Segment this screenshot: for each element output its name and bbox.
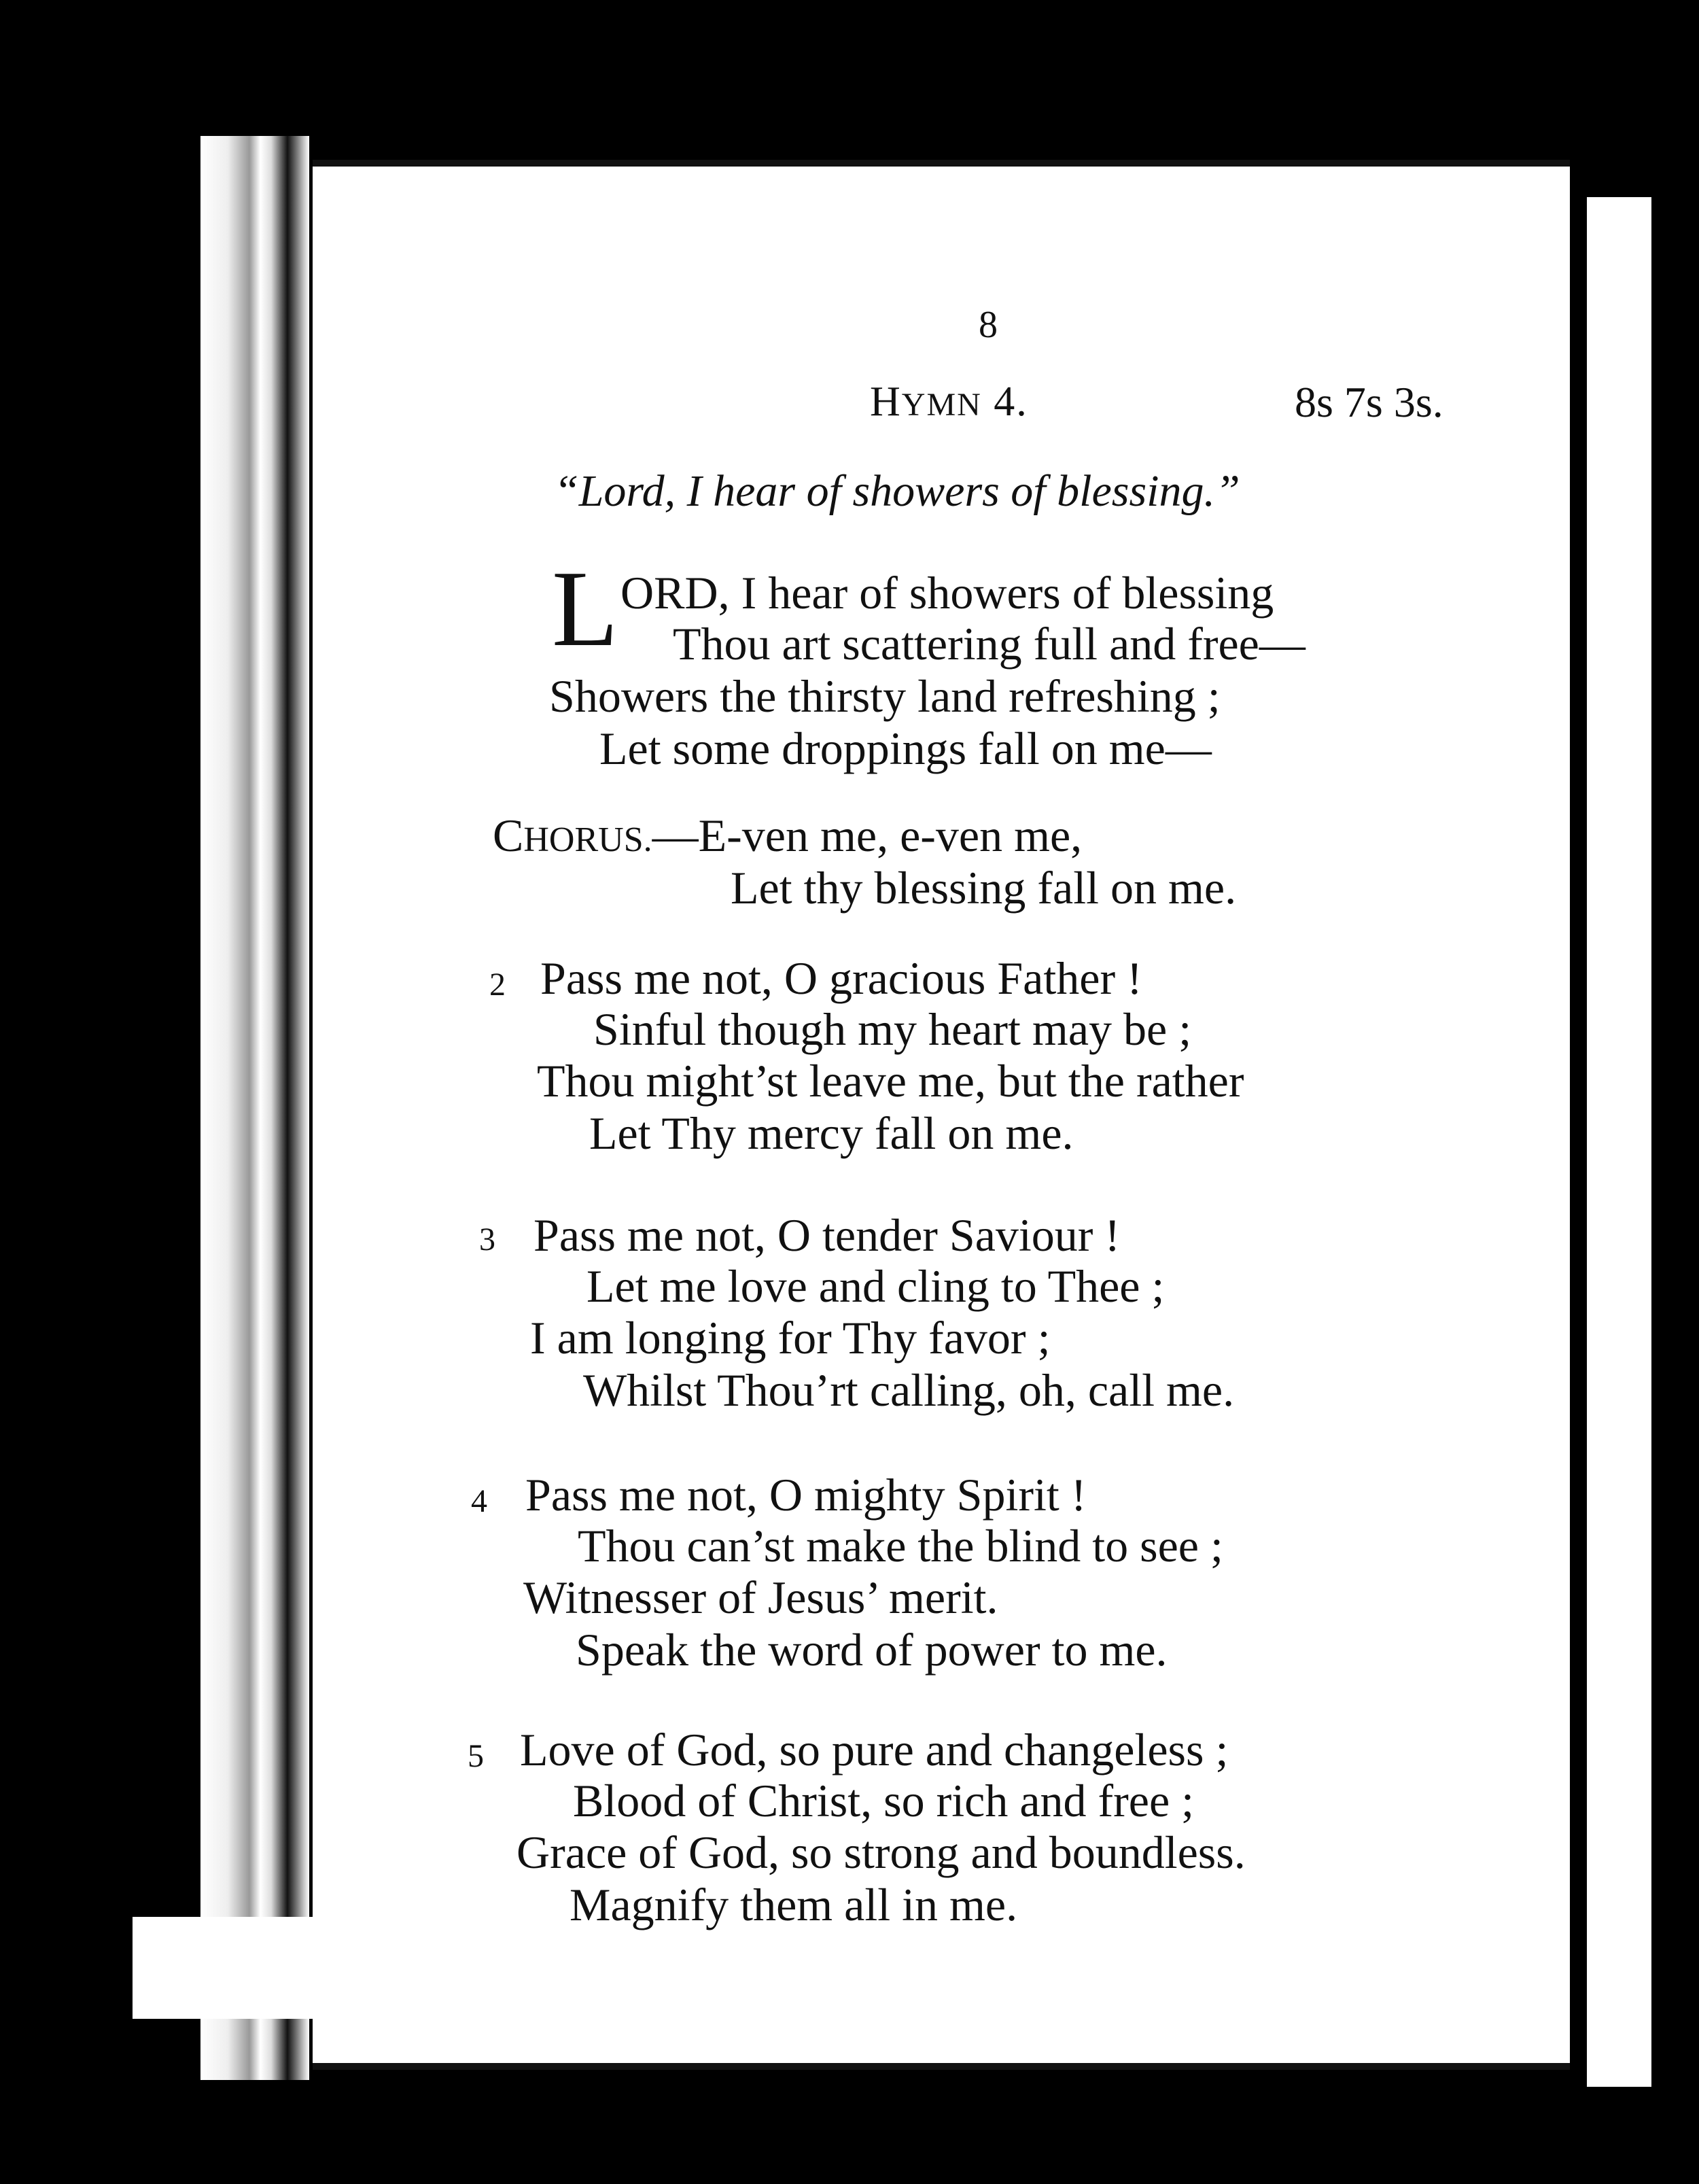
chorus-label-initial: C xyxy=(493,810,524,861)
verse-4-line-3: Witnesser of Jesus’ merit. xyxy=(523,1572,998,1623)
page-gutter-shadow xyxy=(1570,197,1587,2087)
hymn-label-rest: YMN xyxy=(901,387,982,423)
verse-3-line-4: Whilst Thou’rt calling, oh, call me. xyxy=(583,1364,1235,1416)
verse-5-line-4: Magnify them all in me. xyxy=(570,1879,1018,1930)
chorus-text-1: —E-ven me, e-ven me, xyxy=(652,810,1083,861)
verse-1-line-4: Let some droppings fall on me— xyxy=(599,723,1212,774)
verse-2-line-3: Thou might’st leave me, but the rather xyxy=(537,1055,1244,1107)
verse-1-line-3: Showers the thirsty land refreshing ; xyxy=(549,670,1221,722)
verse-5-line-3: Grace of God, so strong and boundless. xyxy=(516,1826,1246,1878)
verse-5-line-2: Blood of Christ, so rich and free ; xyxy=(573,1775,1195,1826)
chorus-line-2: Let thy blessing fall on me. xyxy=(731,862,1237,914)
verse-1-line-2: Thou art scattering full and free— xyxy=(673,618,1306,670)
verse-number: 2 xyxy=(489,967,506,1003)
verse-5-line-1: Love of God, so pure and changeless ; xyxy=(520,1724,1229,1775)
hymn-label-initial: H xyxy=(870,379,902,425)
verse-3-line-2: Let me love and cling to Thee ; xyxy=(586,1260,1165,1312)
verse-number: 4 xyxy=(471,1483,487,1519)
verse-4-line-4: Speak the word of power to me. xyxy=(576,1624,1168,1676)
verse-4-line-1: Pass me not, O mighty Spirit ! xyxy=(525,1469,1087,1521)
chorus-line-1 xyxy=(493,812,1082,859)
next-page-edge xyxy=(1587,197,1651,2087)
verse-3-line-3: I am longing for Thy favor ; xyxy=(530,1312,1051,1364)
hymn-subtitle: “Lord, I hear of showers of blessing.” xyxy=(554,466,1240,516)
verse-4-line-2: Thou can’st make the blind to see ; xyxy=(578,1520,1223,1572)
verse-number: 5 xyxy=(468,1738,484,1774)
verse-2-line-2: Sinful though my heart may be ; xyxy=(593,1003,1192,1055)
chorus-label-rest: HORUS. xyxy=(523,820,652,859)
hymn-meter: 8s 7s 3s. xyxy=(1295,378,1443,426)
verse-2-line-4: Let Thy mercy fall on me. xyxy=(589,1107,1074,1159)
book-spine-edge xyxy=(200,136,309,2080)
hymn-number: 4. xyxy=(994,379,1028,425)
hymn-heading xyxy=(870,381,1028,423)
page-number: 8 xyxy=(979,304,998,346)
drop-cap: L xyxy=(552,548,618,669)
verse-1-line-1: ORD, I hear of showers of blessing xyxy=(620,567,1274,619)
verse-3-line-1: Pass me not, O tender Saviour ! xyxy=(533,1209,1121,1261)
verse-2-line-1: Pass me not, O gracious Father ! xyxy=(540,952,1142,1004)
book-corner-edge xyxy=(133,1917,323,2019)
verse-number: 3 xyxy=(479,1221,495,1258)
